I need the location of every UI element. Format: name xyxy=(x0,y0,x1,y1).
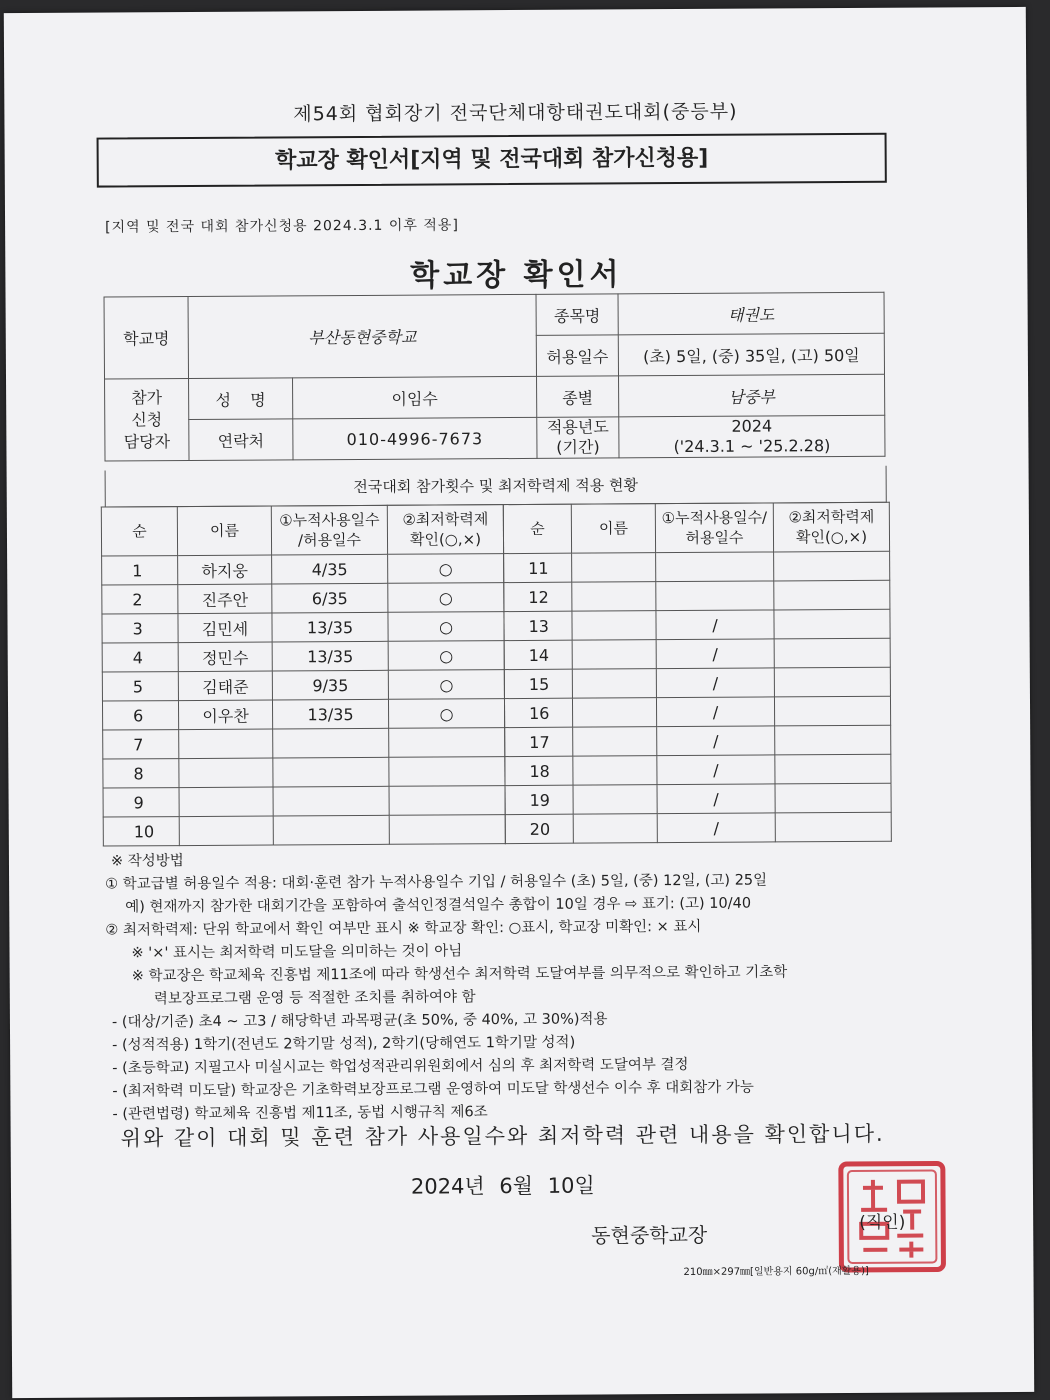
table-row xyxy=(103,815,505,846)
note-line: - (성적적용) 1학기(전년도 2학기말 성적), 2학기(당해연도 1학기말 성적) xyxy=(112,1034,576,1054)
applies-note: [지역 및 전국 대회 참가신청용 2024.3.1 이후 적용] xyxy=(105,217,459,236)
year-value-line: ('24.3.1 ~ '25.2.28) xyxy=(673,436,831,457)
row-check xyxy=(775,812,891,842)
roster-right-body xyxy=(504,551,892,843)
col-days-line: /허용일수 xyxy=(297,530,362,550)
row-name: 김민세 xyxy=(178,613,272,643)
row-check xyxy=(774,638,890,668)
phone-label: 연락처 xyxy=(189,419,293,461)
row-no: 19 xyxy=(505,785,573,814)
col-check-line: ②최저학력제 xyxy=(402,510,489,529)
note-line: 력보장프로그램 운영 등 적절한 조치를 취하여야 함 xyxy=(153,989,476,1008)
note-line: 예) 현재까지 참가한 대회기간을 포함하여 출석인정결석일수 총합이 10일 경우 ⇨ 표기: (고) 10/40 xyxy=(125,895,752,916)
row-days: 13/35 xyxy=(272,641,388,671)
row-no: 12 xyxy=(504,582,572,611)
note-line: - (최저학력 미도달) 학교장은 기초학력보장프로그램 운영하여 미도달 학생선수 이수 후 대회참가 가능 xyxy=(112,1079,754,1100)
row-name xyxy=(179,787,273,817)
row-check xyxy=(774,696,890,726)
table-row xyxy=(505,783,891,814)
row-name xyxy=(572,640,656,670)
row-check xyxy=(389,815,505,845)
row-name: 이우찬 xyxy=(178,700,272,730)
row-name xyxy=(573,727,657,757)
row-days: 13/35 xyxy=(272,612,388,642)
row-name xyxy=(572,582,656,612)
phone-value: 010-4996-7673 xyxy=(293,417,537,459)
note-line: ※ 학교장은 학교체육 진흥법 제11조에 따라 학생선수 최저학력 도달여부를 의무적으로 확인하고 기초학 xyxy=(131,964,788,985)
col-days xyxy=(655,503,773,553)
table-row xyxy=(103,757,505,788)
row-name xyxy=(572,669,656,699)
note-line: - (초등학교) 지필고사 미실시교는 학업성적관리위원회에서 심의 후 최저학력 도달여부 결정 xyxy=(112,1056,689,1077)
roster-table-right xyxy=(503,502,892,844)
year-label-line: (기간) xyxy=(556,437,600,457)
row-check xyxy=(774,667,890,697)
col-check xyxy=(773,502,889,552)
col-days-line: ①누적사용일수/ xyxy=(661,508,768,528)
contact-label-line: 참가 xyxy=(131,387,163,407)
row-no: 17 xyxy=(505,727,573,756)
row-no: 3 xyxy=(102,614,178,643)
row-no: 15 xyxy=(504,669,572,698)
row-name xyxy=(572,698,656,728)
notes-heading: ※ 작성방법 xyxy=(110,853,184,870)
row-name xyxy=(179,816,273,846)
row-check xyxy=(774,580,890,610)
col-check-line: ②최저학력제 xyxy=(788,507,875,527)
row-days xyxy=(273,786,389,816)
sport-label: 종목명 xyxy=(536,294,618,336)
note-line: ① 학교급별 허용일수 적용: 대회·훈련 참가 누적사용일수 기입 / 허용일수 (초) 5일, (중) 12일, (고) 25일 xyxy=(105,872,768,893)
contact-label-line: 담당자 xyxy=(123,431,171,451)
row-name xyxy=(572,553,656,583)
row-no: 9 xyxy=(103,788,179,817)
row-name: 진주안 xyxy=(178,584,272,614)
row-no: 13 xyxy=(504,611,572,640)
row-name xyxy=(573,756,657,786)
col-no: 순 xyxy=(503,504,571,553)
document-page xyxy=(4,7,1034,1398)
writing-instructions xyxy=(105,846,917,1127)
table-row xyxy=(505,725,891,756)
row-days: / xyxy=(657,726,775,756)
row-days: / xyxy=(656,639,774,669)
table-row xyxy=(505,812,891,843)
row-check xyxy=(775,754,891,784)
form-title: 학교장 확인서[지역 및 전국대회 참가신청용] xyxy=(97,133,887,188)
note-line: ② 최저학력제: 단위 학교에서 확인 여부만 표시 ※ 학교장 확인: ○표시, 학교장 미확인: × 표시 xyxy=(105,918,702,939)
row-check: ○ xyxy=(388,641,504,671)
row-no: 11 xyxy=(504,553,572,582)
col-name: 이름 xyxy=(571,504,655,554)
row-name: 정민수 xyxy=(178,642,272,672)
row-check xyxy=(775,783,891,813)
name-value: 이임수 xyxy=(293,376,537,418)
col-check-line: 확인(○,×) xyxy=(409,530,482,549)
year-label-line: 적용년도 xyxy=(546,417,609,437)
sport-value: 태권도 xyxy=(618,292,884,335)
row-check xyxy=(775,725,891,755)
row-no: 1 xyxy=(102,556,178,585)
row-check: ○ xyxy=(388,612,504,642)
principal-name: 동현중학교장 xyxy=(591,1222,708,1248)
allowed-days-value: (초) 5일, (중) 35일, (고) 50일 xyxy=(618,333,884,376)
school-label: 학교명 xyxy=(104,297,188,380)
table-row xyxy=(504,638,890,669)
col-days xyxy=(271,505,387,555)
row-days: / xyxy=(657,784,775,814)
row-no: 18 xyxy=(505,756,573,785)
table-row xyxy=(102,612,504,643)
roster-left-body xyxy=(102,554,506,846)
table-row xyxy=(102,583,504,614)
status-heading: 전국대회 참가횟수 및 최저학력제 적용 현황 xyxy=(105,466,887,508)
row-no: 20 xyxy=(505,814,573,843)
roster-table-left xyxy=(101,504,506,846)
info-table xyxy=(104,292,886,462)
row-check xyxy=(774,609,890,639)
row-name: 하지웅 xyxy=(178,555,272,585)
row-name xyxy=(573,785,657,815)
category-label: 종별 xyxy=(537,376,619,418)
row-check xyxy=(774,551,890,581)
name-label: 성 명 xyxy=(189,378,293,420)
row-days: / xyxy=(657,813,775,843)
signing-date: 2024년 6월 10일 xyxy=(410,1173,595,1199)
row-days: / xyxy=(657,755,775,785)
note-line: - (관련법령) 학교체육 진흥법 제11조, 동법 시행규칙 제6조 xyxy=(112,1104,488,1123)
row-no: 8 xyxy=(103,759,179,788)
year-value-line: 2024 xyxy=(731,416,773,436)
main-title: 학교장 확인서 xyxy=(410,257,623,294)
row-check xyxy=(389,786,505,816)
row-days: 4/35 xyxy=(272,554,388,584)
table-row xyxy=(504,580,890,611)
allowed-days-label: 허용일수 xyxy=(536,335,618,377)
row-days: / xyxy=(656,668,774,698)
row-check: ○ xyxy=(388,670,504,700)
row-check: ○ xyxy=(388,583,504,613)
row-check: ○ xyxy=(388,554,504,584)
row-days: / xyxy=(656,610,774,640)
row-name xyxy=(179,758,273,788)
row-check xyxy=(389,728,505,758)
row-days: 6/35 xyxy=(272,583,388,613)
row-no: 16 xyxy=(504,698,572,727)
row-no: 14 xyxy=(504,640,572,669)
row-days xyxy=(656,552,774,582)
note-line: - (대상/기준) 초4 ~ 고3 / 해당학년 과목평균(초 50%, 중 40%, 고 30%)적용 xyxy=(111,1011,608,1031)
row-name xyxy=(573,814,657,844)
row-name: 김태준 xyxy=(178,671,272,701)
table-row xyxy=(103,786,505,817)
row-no: 6 xyxy=(102,701,178,730)
contact-label-line: 신청 xyxy=(131,409,163,429)
row-check: ○ xyxy=(388,699,504,729)
year-value xyxy=(619,415,885,458)
row-no: 7 xyxy=(103,730,179,759)
table-row xyxy=(102,554,504,585)
contact-label xyxy=(105,379,189,462)
event-title: 제54회 협회장기 전국단체대항태권도대회(중등부) xyxy=(293,100,738,126)
col-days-line: ①누적사용일수 xyxy=(279,510,380,530)
note-line: ※ '×' 표시는 최저학력 미도달을 의미하는 것이 아님 xyxy=(131,943,463,962)
table-row xyxy=(504,609,890,640)
col-no: 순 xyxy=(101,507,177,556)
category-value: 남중부 xyxy=(619,374,885,417)
table-row xyxy=(504,667,890,698)
row-days xyxy=(273,728,389,758)
year-label xyxy=(537,417,619,459)
col-days-line: 허용일수 xyxy=(685,528,744,547)
confirmation-statement: 위와 같이 대회 및 훈련 참가 사용일수와 최저학력 관련 내용을 확인합니다. xyxy=(120,1121,885,1151)
col-name: 이름 xyxy=(177,506,271,556)
table-row xyxy=(504,551,890,582)
row-name xyxy=(179,729,273,759)
row-days: / xyxy=(656,697,774,727)
table-row xyxy=(102,699,504,730)
table-row xyxy=(102,641,504,672)
row-check xyxy=(389,757,505,787)
row-no: 2 xyxy=(102,585,178,614)
table-row xyxy=(504,696,890,727)
row-name xyxy=(572,611,656,641)
paper-spec: 210㎜×297㎜[일반용지 60g/㎡(재활용)] xyxy=(683,1265,869,1279)
school-value: 부산동현중학교 xyxy=(188,294,537,378)
table-row xyxy=(103,728,505,759)
row-days: 13/35 xyxy=(272,699,388,729)
seal-label: (직인) xyxy=(859,1212,906,1233)
row-days xyxy=(273,815,389,845)
row-no: 4 xyxy=(102,643,178,672)
row-no: 5 xyxy=(102,672,178,701)
col-check xyxy=(387,505,503,555)
table-row xyxy=(102,670,504,701)
table-row xyxy=(505,754,891,785)
col-check-line: 확인(○,×) xyxy=(795,527,868,547)
row-days: 9/35 xyxy=(272,670,388,700)
row-no: 10 xyxy=(103,817,179,846)
row-days xyxy=(656,581,774,611)
row-days xyxy=(273,757,389,787)
